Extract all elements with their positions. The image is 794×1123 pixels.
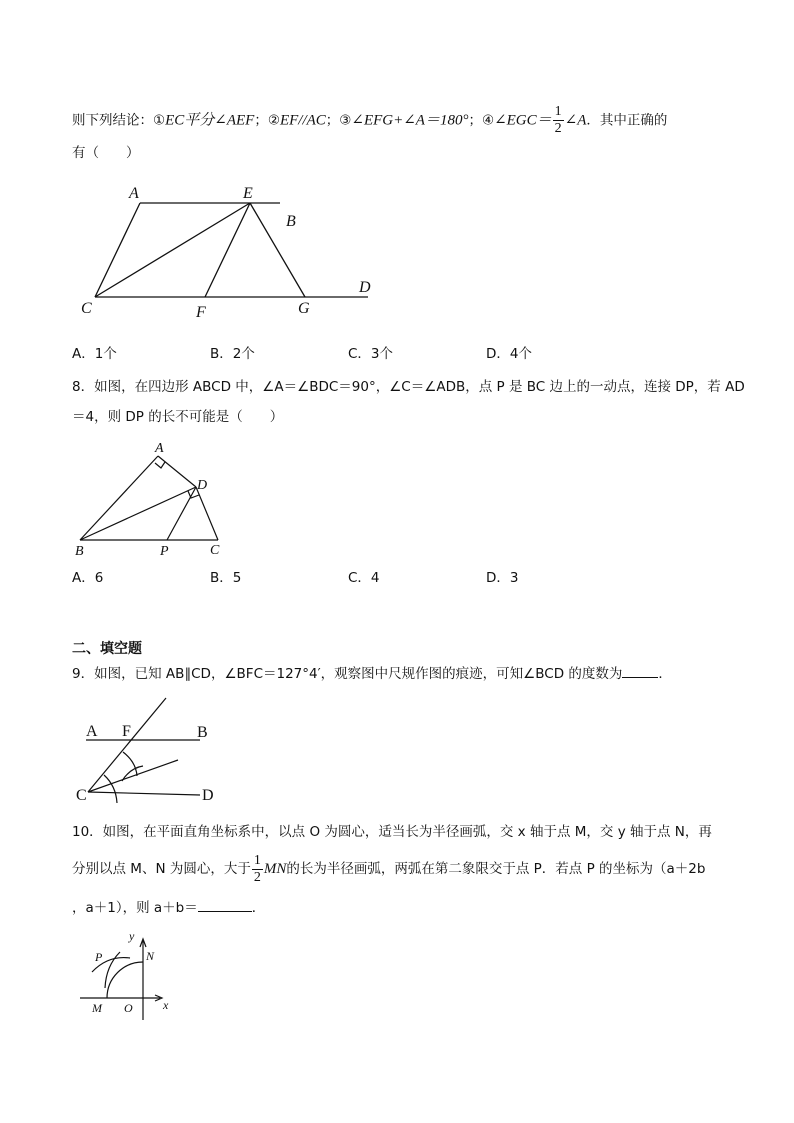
q8-option-b[interactable]: B．5	[210, 570, 242, 586]
q7-option-a[interactable]: A．1个	[72, 346, 117, 362]
q10-text-line1: 10．如图，在平面直角坐标系中，以点 O 为圆心，适当长为半径画弧，交 x 轴于点 M，交 y 轴于点 N，再	[72, 824, 712, 840]
q10-mn: MN	[263, 861, 287, 877]
q7-label-C: C	[81, 300, 92, 317]
q7-conclusion-2: EF//AC	[279, 112, 326, 129]
q7-option-b[interactable]: B．2个	[210, 346, 255, 362]
q10-label-O: O	[124, 1001, 133, 1015]
section-title-fill-in: 二、填空题	[72, 641, 142, 657]
q7-conclusion-1: EC平分∠AEF	[165, 112, 255, 129]
q8-option-d[interactable]: D．3	[486, 570, 519, 586]
q7-option-d[interactable]: D．4个	[486, 346, 532, 362]
q8-label-D: D	[197, 478, 208, 493]
q10-label-M: M	[92, 1001, 102, 1015]
q7-sep-2: ；③	[325, 112, 352, 129]
q7-frac-den: 2	[554, 121, 562, 136]
q10-label-x: x	[163, 998, 169, 1012]
q7-conclusion-4-right: ∠A	[564, 112, 587, 129]
q10-text-line2-left: 分别以点 M、N 为圆心，大于	[72, 861, 251, 877]
q7-stem-line2: 有（ ）	[72, 145, 140, 161]
q10-label-y: y	[129, 929, 135, 943]
q9-label-D: D	[202, 787, 214, 804]
q7-stem-suffix: ．其中正确的	[586, 112, 668, 129]
q7-option-c[interactable]: C．3个	[348, 346, 394, 362]
q10-text-line3-left: ，a＋1），则 a＋b＝	[72, 900, 198, 916]
q8-option-a[interactable]: A．6	[72, 570, 104, 586]
q8-label-A: A	[155, 441, 164, 456]
q10-text-line2-right: 的长为半径画弧，两弧在第二象限交于点 P．若点 P 的坐标为（a＋2b	[286, 861, 706, 877]
q10-label-P: P	[95, 950, 103, 964]
q7-frac-num: 1	[554, 104, 562, 119]
q7-label-A: A	[129, 185, 139, 202]
q10-label-N: N	[146, 949, 155, 963]
q9-label-B: B	[197, 724, 208, 741]
q7-sep-1: ；②	[254, 112, 280, 129]
q9-label-C: C	[76, 787, 87, 804]
q7-conclusion-3: ∠EFG+∠A＝180°	[351, 112, 469, 129]
q10-frac-num: 1	[253, 852, 261, 868]
q7-stem-prefix: 则下列结论：①	[72, 112, 166, 129]
q9-label-A: A	[86, 723, 98, 740]
q7-label-G: G	[298, 300, 310, 317]
q7-conclusion-4-left: ∠EGC＝	[494, 112, 552, 129]
q8-text-line1: 8．如图，在四边形 ABCD 中，∠A＝∠BDC＝90°，∠C＝∠ADB，点 P 是 BC 边上的一动点，连接 DP，若 AD	[72, 379, 745, 395]
q7-label-D: D	[359, 279, 371, 296]
q8-label-C: C	[210, 543, 220, 558]
q9-label-F: F	[122, 723, 131, 740]
q7-sep-3: ；④	[468, 112, 495, 129]
q8-text-line2: ＝4，则 DP 的长不可能是（ ）	[72, 409, 284, 425]
q7-label-E: E	[243, 185, 253, 202]
q8-label-P: P	[160, 544, 169, 559]
q9-text-end: ．	[658, 666, 672, 682]
q9-text: 9．如图，已知 AB∥CD，∠BFC＝127°4′，观察图中尺规作图的痕迹，可知∠BCD 的度数为	[72, 666, 623, 682]
q7-label-F: F	[196, 304, 206, 321]
q8-option-c[interactable]: C．4	[348, 570, 380, 586]
q8-label-B: B	[75, 544, 84, 559]
q10-text-line3-end: ．	[251, 900, 266, 916]
q10-frac-den: 2	[253, 869, 261, 885]
q7-label-B: B	[286, 213, 296, 230]
q10-arc-center-O	[107, 962, 143, 998]
